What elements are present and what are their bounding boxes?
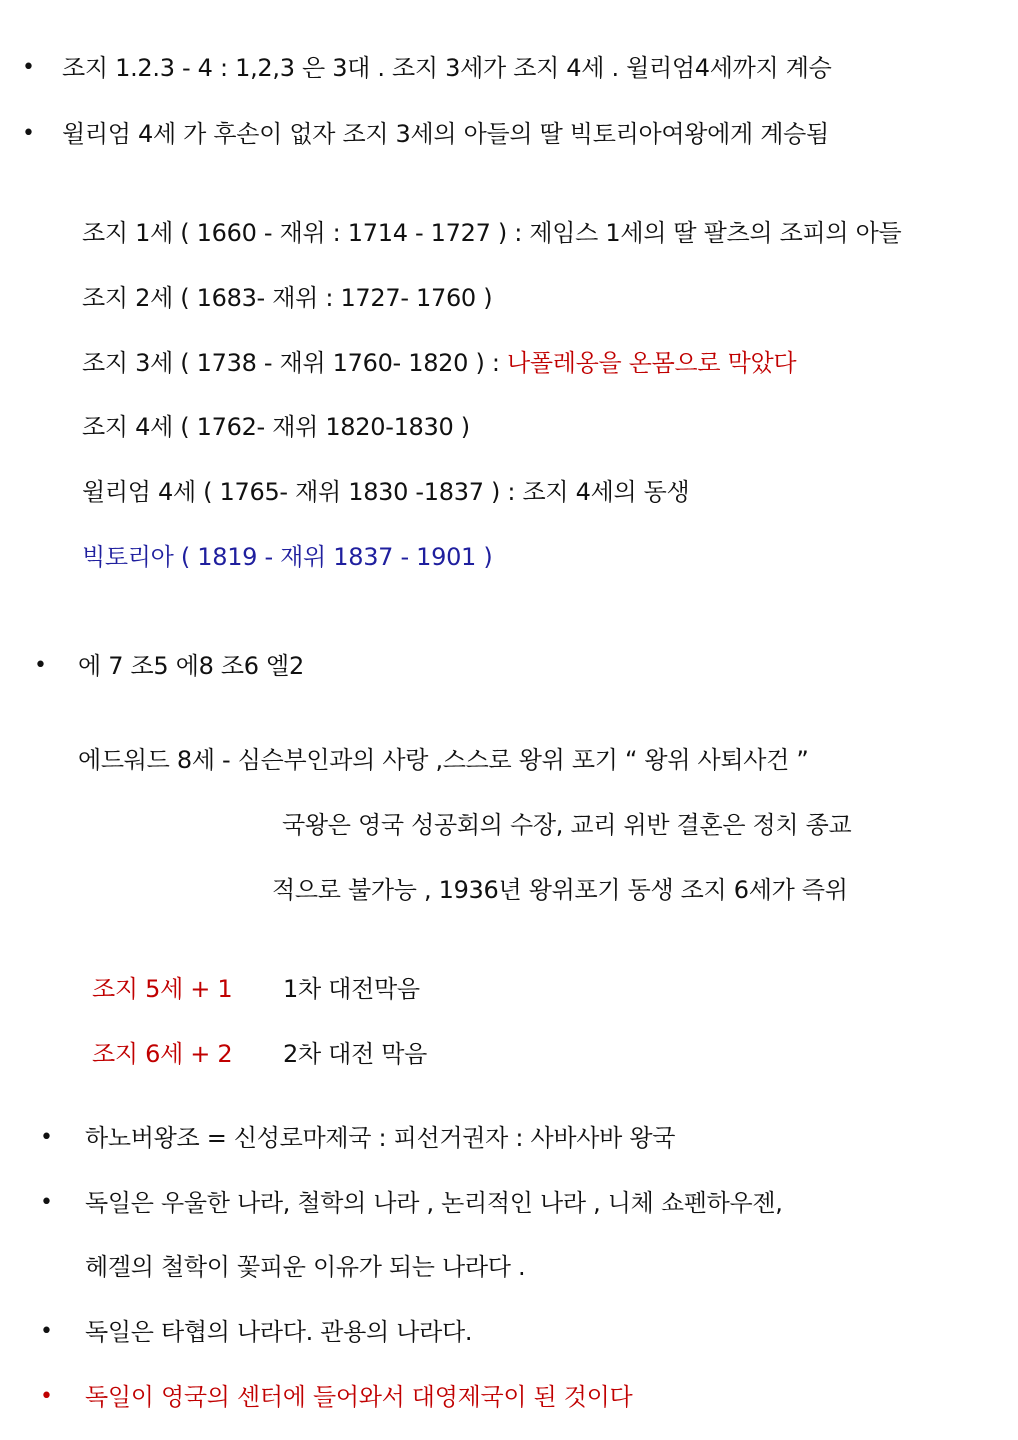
bullet-icon: • bbox=[40, 1384, 53, 1409]
note-germany-compromise: 독일은 타협의 나라다. 관용의 나라다. bbox=[85, 1318, 473, 1346]
note-germany-philosophy: 독일은 우울한 나라, 철학의 나라 , 논리적인 나라 , 니체 쇼펜하우젠, bbox=[85, 1189, 783, 1217]
bullet-icon: • bbox=[40, 1319, 53, 1344]
war-label-1: 조지 5세 + 1 bbox=[92, 975, 233, 1003]
reign-victoria: 빅토리아 ( 1819 - 재위 1837 - 1901 ) bbox=[82, 543, 493, 571]
reign-george3-note: 나폴레옹을 온몸으로 막았다 bbox=[506, 349, 797, 377]
intro-line-1: 조지 1.2.3 - 4 : 1,2,3 은 3대 . 조지 3세가 조지 4세 . 윌리엄4세까지 계승 bbox=[62, 54, 832, 82]
reign-george1: 조지 1세 ( 1660 - 재위 : 1714 - 1727 ) : 제임스 1세의 딸 팔츠의 조피의 아들 bbox=[82, 219, 902, 247]
bullet-icon: • bbox=[22, 55, 35, 80]
reign-george3 bbox=[82, 346, 796, 380]
bullet-icon: • bbox=[34, 653, 47, 678]
note-germany-empire: 독일이 영국의 센터에 들어와서 대영제국이 된 것이다 bbox=[85, 1383, 633, 1411]
reign-george4: 조지 4세 ( 1762- 재위 1820-1830 ) bbox=[82, 413, 470, 441]
war-label-2: 조지 6세 + 2 bbox=[92, 1040, 233, 1068]
intro-line-2: 윌리엄 4세 가 후손이 없자 조지 3세의 아들의 딸 빅토리아여왕에게 계승됨 bbox=[62, 120, 829, 148]
monarch-sequence: 에 7 조5 에8 조6 엘2 bbox=[78, 652, 304, 680]
bullet-icon: • bbox=[22, 121, 35, 146]
edward8-line-2: 국왕은 영국 성공회의 수장, 교리 위반 결혼은 정치 종교 bbox=[282, 811, 852, 839]
war-text-1: 1차 대전막음 bbox=[283, 975, 420, 1003]
reign-william4: 윌리엄 4세 ( 1765- 재위 1830 -1837 ) : 조지 4세의 동생 bbox=[82, 478, 690, 506]
edward8-line-1: 에드워드 8세 - 심슨부인과의 사랑 ,스스로 왕위 포기 “ 왕위 사퇴사건 ” bbox=[78, 746, 809, 774]
war-text-2: 2차 대전 막음 bbox=[283, 1040, 428, 1068]
bullet-icon: • bbox=[40, 1125, 53, 1150]
reign-george3-dates: 조지 3세 ( 1738 - 재위 1760- 1820 ) : bbox=[82, 349, 507, 377]
note-germany-philosophy-cont: 헤겔의 철학이 꽃피운 이유가 되는 나라다 . bbox=[85, 1253, 526, 1281]
reign-george2: 조지 2세 ( 1683- 재위 : 1727- 1760 ) bbox=[82, 284, 493, 312]
bullet-icon: • bbox=[40, 1190, 53, 1215]
edward8-line-3: 적으로 불가능 , 1936년 왕위포기 동생 조지 6세가 즉위 bbox=[272, 876, 848, 904]
note-hanover: 하노버왕조 = 신성로마제국 : 피선거권자 : 사바사바 왕국 bbox=[85, 1124, 676, 1152]
